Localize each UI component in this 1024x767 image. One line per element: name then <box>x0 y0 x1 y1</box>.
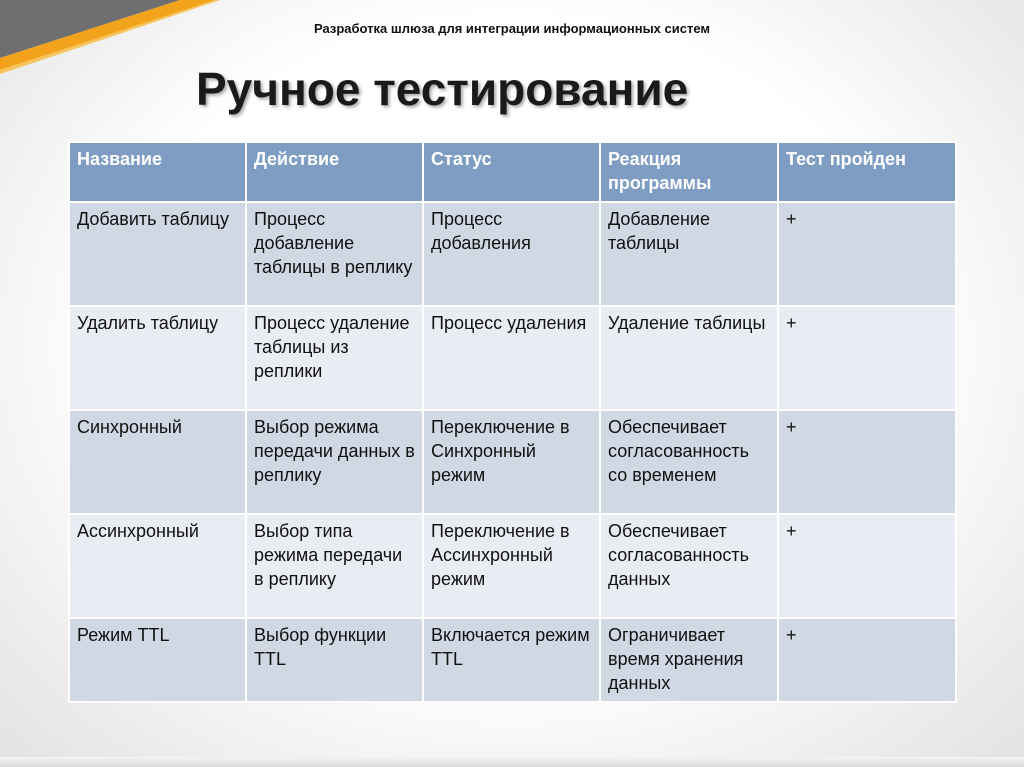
slide-header: Разработка шлюза для интеграции информационных систем <box>313 21 711 36</box>
table-row <box>69 410 956 514</box>
column-header-reaction: Реакция программы <box>600 142 778 202</box>
table-row <box>69 306 956 410</box>
table-header-row <box>69 142 956 202</box>
table-cell-reaction: Добавление таблицы <box>600 202 778 306</box>
table-cell-name: Режим TTL <box>69 618 246 702</box>
table-cell-status: Включается режим TTL <box>423 618 600 702</box>
table-row <box>69 514 956 618</box>
table-cell-status: Переключение в Синхронный режим <box>423 410 600 514</box>
table-cell-action: Выбор типа режима передачи в реплику <box>246 514 423 618</box>
table-cell-reaction: Ограничивает время хранения данных <box>600 618 778 702</box>
column-header-passed: Тест пройден <box>778 142 956 202</box>
column-header-action: Действие <box>246 142 423 202</box>
table-cell-name: Синхронный <box>69 410 246 514</box>
table-cell-passed: + <box>778 618 956 702</box>
slide-title: Ручное тестирование <box>196 63 689 115</box>
table-cell-name: Удалить таблицу <box>69 306 246 410</box>
table-cell-passed: + <box>778 514 956 618</box>
table-cell-reaction: Обеспечивает согласованность данных <box>600 514 778 618</box>
test-results-table <box>68 141 957 703</box>
table-cell-action: Выбор режима передачи данных в реплику <box>246 410 423 514</box>
table-cell-passed: + <box>778 410 956 514</box>
table-cell-action: Процесс удаление таблицы из реплики <box>246 306 423 410</box>
table-cell-name: Добавить таблицу <box>69 202 246 306</box>
table-cell-passed: + <box>778 306 956 410</box>
table-cell-status: Переключение в Ассинхронный режим <box>423 514 600 618</box>
column-header-status: Статус <box>423 142 600 202</box>
table-cell-action: Процесс добавление таблицы в реплику <box>246 202 423 306</box>
table-cell-name: Ассинхронный <box>69 514 246 618</box>
table-cell-status: Процесс удаления <box>423 306 600 410</box>
bottom-bar <box>0 757 1024 767</box>
table-cell-status: Процесс добавления <box>423 202 600 306</box>
table-cell-passed: + <box>778 202 956 306</box>
corner-decoration <box>0 0 220 80</box>
table-row <box>69 202 956 306</box>
table-cell-reaction: Удаление таблицы <box>600 306 778 410</box>
table-row <box>69 618 956 702</box>
column-header-name: Название <box>69 142 246 202</box>
table-cell-reaction: Обеспечивает согласованность со временем <box>600 410 778 514</box>
table-cell-action: Выбор функции TTL <box>246 618 423 702</box>
